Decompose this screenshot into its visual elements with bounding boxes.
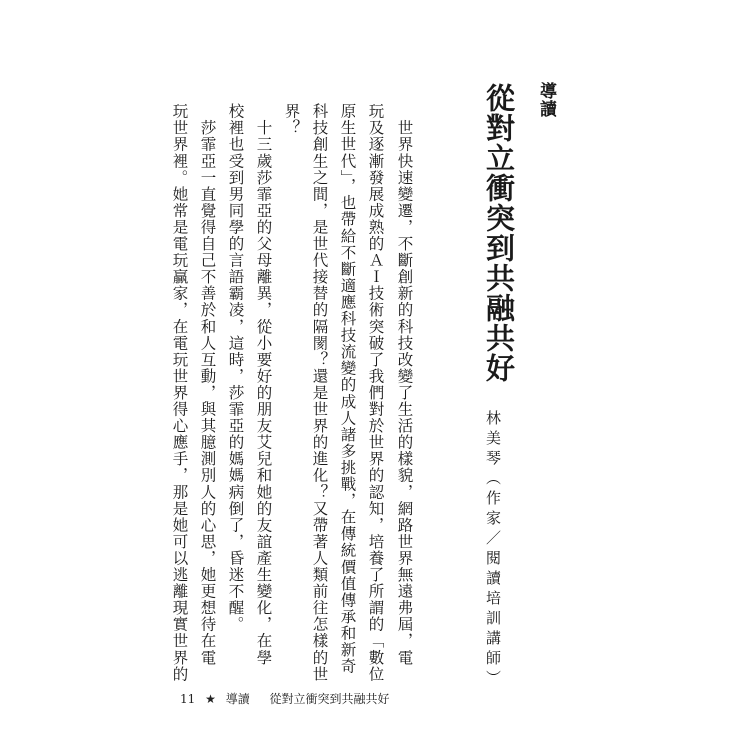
page-footer: [180, 690, 390, 707]
body-column: 玩及逐漸發展成熟的ＡＩ技術突破了我們對於世界的認知，培養了所謂的「數位: [366, 103, 385, 683]
chapter-title: 從對立衝突到共融共好: [482, 83, 516, 383]
body-column: 科技創生之間，是世代接替的隔閡？還是世界的進化？又帶著人類前往怎樣的世: [310, 103, 329, 683]
body-column: 莎霏亞一直覺得自己不善於和人互動，與其臆測別人的心思，她更想待在電: [198, 103, 217, 666]
footer-title: 從對立衝突到共融共好: [269, 692, 390, 706]
body-column: 玩世界裡。她常是電玩贏家，在電玩世界得心應手，那是她可以逃離現實世界的: [170, 103, 189, 683]
author-byline: 林美琴（作家／閱讀培訓講師）: [484, 410, 502, 690]
body-column: 世界快速變遷，不斷創新的科技改變了生活的樣貌，網路世界無遠弗屆，電: [395, 103, 414, 666]
page-number: 11: [180, 692, 196, 706]
section-label: 導讀: [536, 82, 556, 118]
body-column: 界？: [282, 103, 301, 137]
footer-section: 導讀: [225, 692, 250, 706]
body-column: 校裡也受到男同學的言語霸凌，這時，莎霏亞的媽媽病倒了，昏迷不醒。: [226, 103, 245, 633]
star-icon: ★: [205, 692, 216, 706]
body-column: 原生世代」，也帶給不斷適應科技流變的成人諸多挑戰，在傳統價值傳承和新奇: [338, 103, 357, 675]
body-column: 十三歲莎霏亞的父母離異，從小要好的朋友艾兒和她的友誼產生變化，在學: [254, 103, 273, 666]
